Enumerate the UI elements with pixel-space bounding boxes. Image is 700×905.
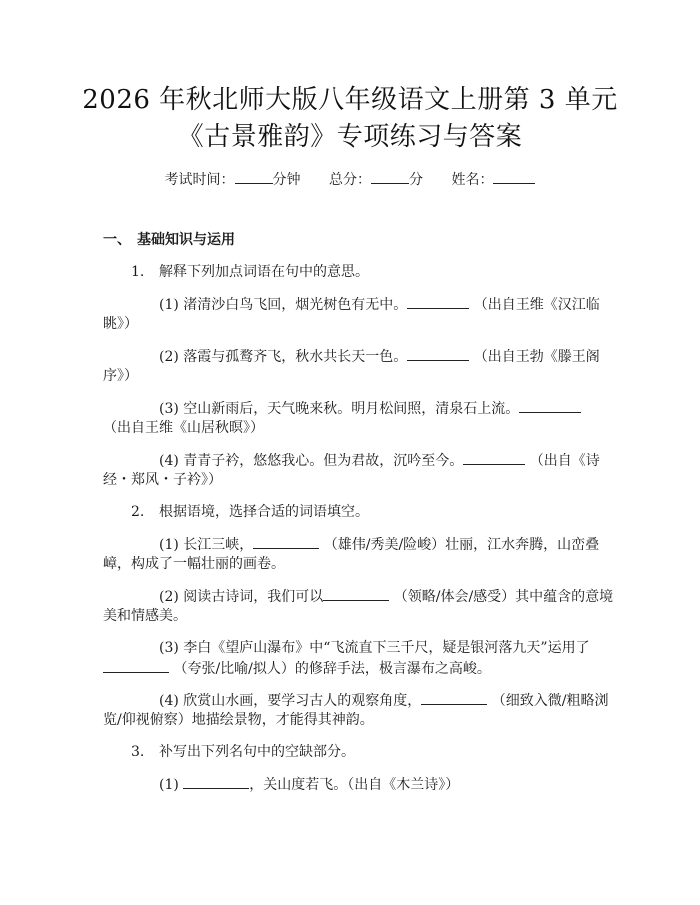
item-text: (2) 阅读古诗词，我们可以	[159, 589, 324, 605]
exam-time-label: 考试时间：	[164, 172, 235, 188]
q2-item-3-line-1: (3) 李白《望庐山瀑布》中“飞流直下三千尺，疑是银河落九天”运用了	[159, 640, 590, 656]
item-text: (3) 空山新雨后，天气晚来秋。明月松间照，清泉石上流。	[159, 401, 520, 417]
q1-item-4-line-1	[159, 450, 600, 471]
answer-blank[interactable]	[253, 534, 319, 549]
total-score-field	[329, 172, 427, 188]
question-text: 根据语境，选择合适的词语填空。	[159, 504, 369, 520]
q1-item-2-line-2: 序》）	[103, 368, 138, 384]
question-number: 3.	[131, 744, 145, 760]
name-field	[451, 172, 535, 188]
total-score-blank[interactable]	[371, 168, 409, 184]
answer-blank[interactable]	[407, 294, 469, 309]
answer-blank[interactable]	[323, 586, 389, 601]
exam-time-blank[interactable]	[235, 168, 273, 184]
question-1-stem	[131, 262, 369, 282]
answer-blank[interactable]	[519, 398, 581, 413]
q1-item-3-line-1	[159, 398, 581, 419]
section-title: 基础知识与运用	[137, 232, 235, 248]
q1-item-1-line-1	[159, 294, 600, 315]
answer-blank[interactable]	[407, 346, 469, 361]
answer-blank[interactable]	[183, 774, 249, 789]
item-text: (4) 青青子衿，悠悠我心。但为君故，沉吟至今。	[159, 453, 464, 469]
answer-blank[interactable]	[421, 690, 487, 705]
q1-item-4-line-2: 经・郑风・子衿》）	[103, 472, 222, 488]
item-text: (1) 渚清沙白鸟飞回，烟光树色有无中。	[159, 297, 408, 313]
item-text: ，关山度若飞。（出自《木兰诗》）	[249, 777, 460, 793]
total-score-label: 总分：	[329, 172, 371, 188]
answer-blank[interactable]	[463, 450, 525, 465]
q3-item-1-line-1	[159, 774, 459, 795]
q1-item-3-line-2: （出自王维《山居秋暝》）	[103, 420, 264, 436]
item-source: （出自王勃《滕王阁	[473, 349, 600, 365]
q1-item-1-line-2: 眺》）	[103, 316, 138, 332]
question-text: 补写出下列名句中的空缺部分。	[159, 744, 355, 760]
section-number: 一、	[103, 232, 131, 248]
item-source: （出自《诗	[529, 453, 600, 469]
total-score-unit: 分	[409, 172, 423, 188]
q2-item-2-line-2: 美和情感美。	[103, 608, 187, 624]
question-number: 2.	[131, 504, 145, 520]
item-options: （雄伟/秀美/险峻）壮丽，江水奔腾，山峦叠	[323, 537, 600, 553]
name-label: 姓名：	[451, 172, 494, 188]
item-options: （领略/体会/感受）其中蕴含的意境	[393, 589, 614, 605]
document-title-line-1: 2026 年秋北师大版八年级语文上册第 3 单元	[82, 85, 618, 115]
exam-time-unit: 分钟	[272, 172, 301, 188]
q2-item-2-line-1	[159, 586, 613, 607]
item-text: (1) 长江三峡，	[159, 537, 254, 553]
item-source: （出自王维《汉江临	[473, 297, 600, 313]
item-options: （细致入微/粗略浏	[491, 693, 609, 709]
exam-info	[0, 168, 700, 190]
q2-item-1-line-1	[159, 534, 599, 555]
question-3-stem	[131, 742, 355, 762]
item-text: (1)	[159, 777, 184, 793]
name-blank[interactable]	[493, 168, 535, 184]
q2-item-4-line-1	[159, 690, 608, 711]
q2-item-3-line-2	[103, 658, 491, 679]
q1-item-2-line-1	[159, 346, 600, 367]
document-title-line-2: 《古景雅韵》专项练习与答案	[177, 122, 523, 152]
question-number: 1.	[131, 264, 145, 280]
exam-time-field	[165, 172, 305, 188]
q2-item-1-line-2: 嶂，构成了一幅壮丽的画卷。	[103, 556, 285, 572]
item-text: (4) 欣赏山水画，要学习古人的观察角度，	[159, 693, 422, 709]
answer-blank[interactable]	[103, 658, 169, 673]
q2-item-4-line-2: 览/仰视俯察）地描绘景物，才能得其神韵。	[103, 712, 374, 728]
item-options: （夸张/比喻/拟人）的修辞手法，极言瀑布之高峻。	[173, 661, 491, 677]
section-heading	[103, 230, 235, 250]
question-text: 解释下列加点词语在句中的意思。	[159, 264, 369, 280]
question-2-stem	[131, 502, 369, 522]
item-text: (2) 落霞与孤鹜齐飞，秋水共长天一色。	[159, 349, 408, 365]
